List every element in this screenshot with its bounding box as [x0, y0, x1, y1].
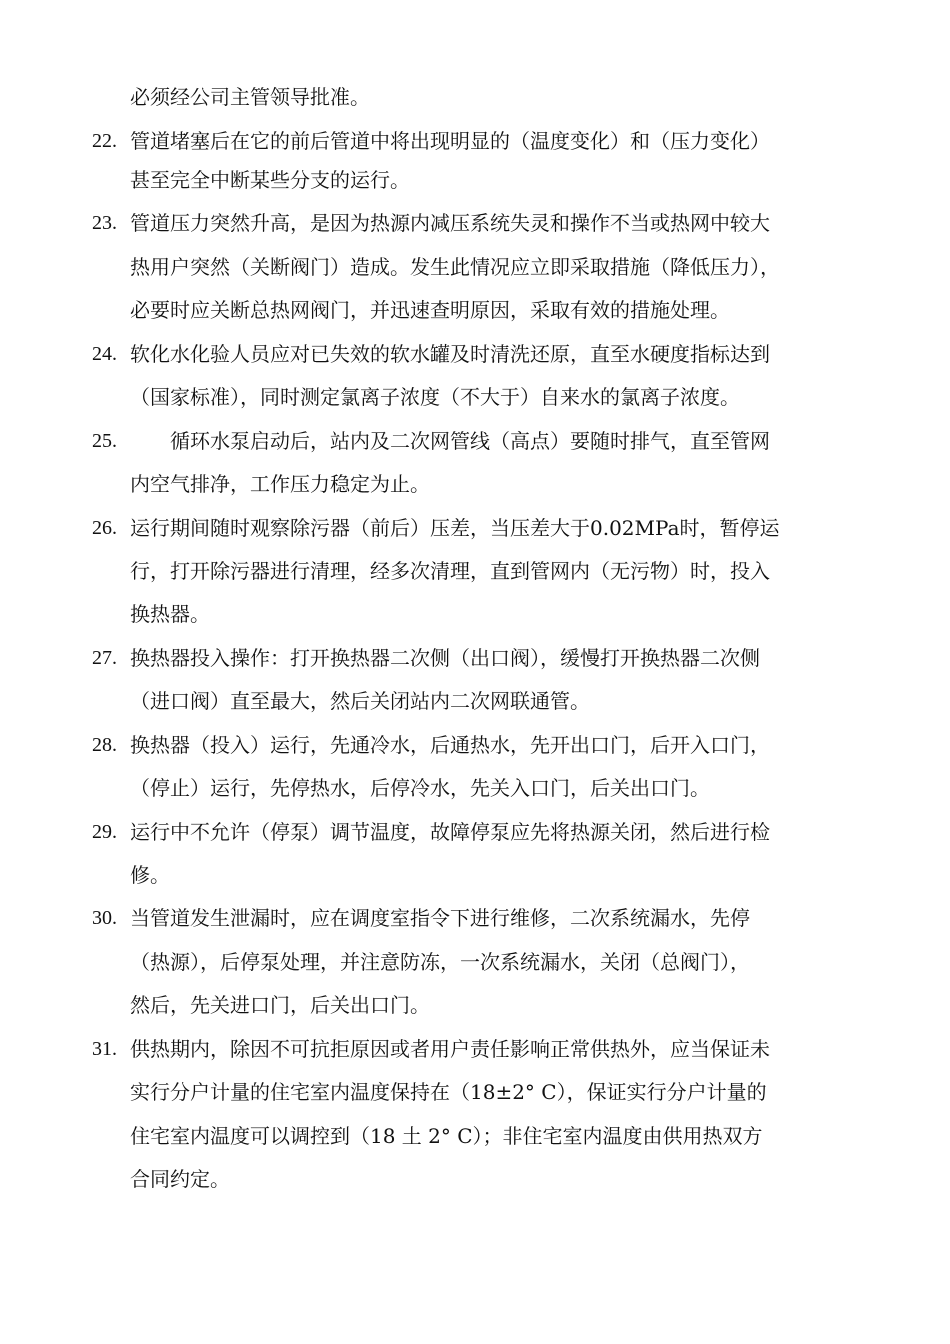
item-26-line-3: 换热器。: [130, 602, 210, 626]
item-27-line-2: （进口阀）直至最大，然后关闭站内二次网联通管。: [130, 689, 590, 713]
item-24-line-2: （国家标准），同时测定氯离子浓度（不大于）自来水的氯离子浓度。: [130, 385, 740, 409]
item-24-line-1: 软化水化验人员应对已失效的软水罐及时清洗还原，直至水硬度指标达到: [130, 342, 770, 366]
item-29-line-2: 修。: [130, 863, 170, 887]
item-22-line-1: 管道堵塞后在它的前后管道中将出现明显的（温度变化）和（压力变化）: [130, 129, 770, 153]
item-31-line-4: 合同约定。: [130, 1167, 230, 1191]
item-30-line-1: 当管道发生泄漏时，应在调度室指令下进行维修，二次系统漏水，先停: [130, 906, 750, 930]
item-23-line-3: 必要时应关断总热网阀门，并迅速查明原因，采取有效的措施处理。: [130, 298, 730, 322]
item-number-30: 30.: [92, 907, 117, 929]
item-number-28: 28.: [92, 734, 117, 756]
item-31-line-1: 供热期内，除因不可抗拒原因或者用户责任影响正常供热外，应当保证未: [130, 1037, 770, 1061]
item-22-line-2: 甚至完全中断某些分支的运行。: [130, 168, 410, 192]
item-number-29: 29.: [92, 821, 117, 843]
item-31-line-3: 住宅室内温度可以调控到（18 土 2° C）；非住宅室内温度由供用热双方: [130, 1124, 763, 1148]
item-30-line-3: 然后，先关进口门，后关出口门。: [130, 993, 430, 1017]
item-30-line-2: （热源），后停泵处理，并注意防冻，一次系统漏水，关闭（总阀门），: [130, 950, 750, 974]
item-23-line-1: 管道压力突然升高，是因为热源内减压系统失灵和操作不当或热网中较大: [130, 211, 770, 235]
item-number-22: 22.: [92, 130, 117, 152]
item-25-line-1: 循环水泵启动后，站内及二次网管线（高点）要随时排气，直至管网: [130, 429, 770, 453]
item-25-line-2: 内空气排净，工作压力稳定为止。: [130, 472, 430, 496]
item-number-27: 27.: [92, 647, 117, 669]
item-29-line-1: 运行中不允许（停泵）调节温度，故障停泵应先将热源关闭，然后进行检: [130, 820, 770, 844]
item-26-line-1: 运行期间随时观察除污器（前后）压差，当压差大于0.02MPa时，暂停运: [130, 516, 780, 540]
item-number-26: 26.: [92, 517, 117, 539]
item-number-24: 24.: [92, 343, 117, 365]
item-number-23: 23.: [92, 212, 117, 234]
item-28-line-2: （停止）运行，先停热水，后停冷水，先关入口门，后关出口门。: [130, 776, 710, 800]
item-number-25: 25.: [92, 430, 117, 452]
item-26-line-2: 行，打开除污器进行清理，经多次清理，直到管网内（无污物）时，投入: [130, 559, 770, 583]
item-number-31: 31.: [92, 1038, 117, 1060]
item-23-line-2: 热用户突然（关断阀门）造成。发生此情况应立即采取措施（降低压力），: [130, 255, 780, 279]
item-28-line-1: 换热器（投入）运行，先通冷水，后通热水，先开出口门，后开入口门，: [130, 733, 770, 757]
item-21-line-1: 必须经公司主管领导批准。: [130, 85, 370, 109]
item-31-line-2: 实行分户计量的住宅室内温度保持在（18±2° C），保证实行分户计量的: [130, 1080, 767, 1104]
item-27-line-1: 换热器投入操作：打开换热器二次侧（出口阀），缓慢打开换热器二次侧: [130, 646, 760, 670]
